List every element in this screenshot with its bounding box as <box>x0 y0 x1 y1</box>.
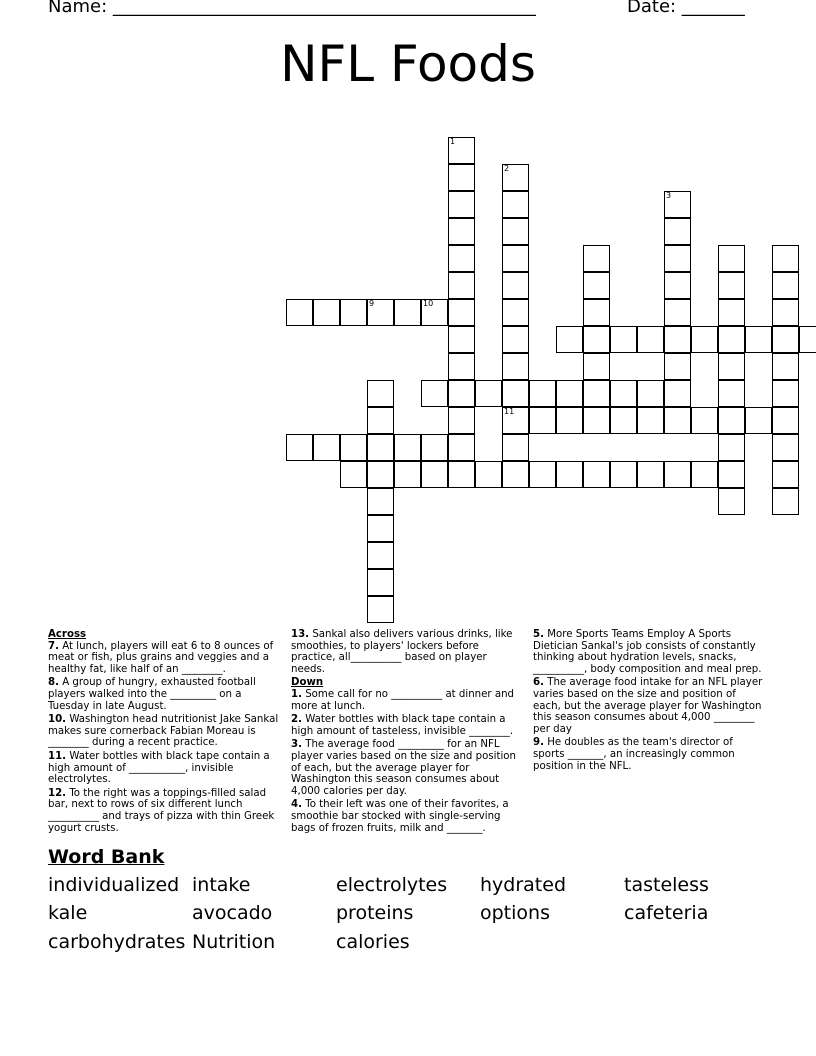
clue-item <box>48 641 283 676</box>
grid-cell[interactable] <box>448 272 475 299</box>
clue-text: To the right was a toppings-filled salad bar, next to rows of six different lunch __________ and trays of pizza with thin Greek yogurt crusts. <box>48 787 275 834</box>
grid-cell[interactable] <box>367 407 394 434</box>
grid-cell[interactable] <box>448 299 475 326</box>
grid-cell[interactable] <box>691 461 718 488</box>
grid-cell[interactable] <box>583 461 610 488</box>
word-bank-item: kale <box>48 902 88 924</box>
grid-cell[interactable] <box>556 461 583 488</box>
grid-cell[interactable] <box>637 380 664 407</box>
grid-cell[interactable] <box>718 407 745 434</box>
grid-cell[interactable] <box>367 542 394 569</box>
grid-cell[interactable] <box>529 461 556 488</box>
grid-cell[interactable] <box>394 461 421 488</box>
word-bank-item: tasteless <box>624 874 709 896</box>
clue-item <box>291 739 523 797</box>
grid-cell[interactable] <box>718 380 745 407</box>
clue-num: 1. <box>291 688 302 700</box>
clue-num: 3. <box>291 739 302 751</box>
grid-cell[interactable] <box>448 191 475 218</box>
grid-cell[interactable] <box>718 434 745 461</box>
grid-cell[interactable] <box>394 434 421 461</box>
grid-cell[interactable] <box>367 569 394 596</box>
grid-cell[interactable] <box>583 407 610 434</box>
clue-text: He doubles as the team's director of sports _______, an increasingly common position in the NFL. <box>533 737 735 772</box>
date-field: Date: _______ <box>627 0 745 17</box>
puzzle-title: NFL Foods <box>280 35 536 93</box>
grid-cell[interactable] <box>745 326 772 353</box>
grid-cell[interactable] <box>772 299 799 326</box>
grid-cell[interactable] <box>421 299 448 326</box>
grid-cell[interactable] <box>502 434 529 461</box>
grid-cell[interactable] <box>529 380 556 407</box>
grid-cell[interactable] <box>718 326 745 353</box>
word-bank-item: hydrated <box>480 874 567 896</box>
clues-column-2 <box>291 629 523 836</box>
grid-cell[interactable] <box>664 461 691 488</box>
grid-cell[interactable] <box>664 191 691 218</box>
grid-cell[interactable] <box>502 218 529 245</box>
word-bank-item: cafeteria <box>624 902 709 924</box>
clue-num: 5. <box>533 629 544 640</box>
grid-cell[interactable] <box>610 407 637 434</box>
clue-num: 11. <box>48 750 67 762</box>
grid-cell[interactable] <box>448 434 475 461</box>
grid-cell[interactable] <box>448 218 475 245</box>
grid-cell[interactable] <box>664 245 691 272</box>
word-bank-item: electrolytes <box>336 874 448 896</box>
grid-cell[interactable] <box>772 272 799 299</box>
clue-item <box>291 799 523 834</box>
grid-cell[interactable] <box>556 407 583 434</box>
grid-cell[interactable] <box>502 272 529 299</box>
grid-cell[interactable] <box>610 326 637 353</box>
grid-cell[interactable] <box>637 461 664 488</box>
clue-item <box>48 751 283 786</box>
grid-cell[interactable] <box>502 299 529 326</box>
grid-cell[interactable] <box>664 407 691 434</box>
clue-num: 7. <box>48 640 59 652</box>
across-heading: Across <box>48 629 87 640</box>
grid-cell[interactable] <box>664 353 691 380</box>
grid-cell[interactable] <box>772 380 799 407</box>
word-bank-item: proteins <box>336 902 414 924</box>
clue-text: The average food _________ for an NFL player varies based on the size and position of each, but the average player for Washington this season consumes about 4,000 calories per day. <box>291 739 516 797</box>
grid-cell[interactable] <box>448 245 475 272</box>
grid-cell[interactable] <box>718 461 745 488</box>
word-bank-title: Word Bank <box>48 846 165 868</box>
clue-item <box>533 629 763 675</box>
grid-cell[interactable] <box>448 137 475 164</box>
grid-cell[interactable] <box>313 434 340 461</box>
clue-number: 9 <box>369 299 375 308</box>
grid-cell[interactable] <box>448 353 475 380</box>
grid-cell[interactable] <box>583 245 610 272</box>
grid-cell[interactable] <box>502 245 529 272</box>
clue-num: 9. <box>533 737 544 749</box>
grid-cell[interactable] <box>367 488 394 515</box>
word-bank-item: intake <box>192 874 251 896</box>
word-bank-item: Nutrition <box>192 931 276 953</box>
clue-num: 2. <box>291 714 302 726</box>
clue-item <box>48 788 283 834</box>
grid-cell[interactable] <box>502 407 529 434</box>
grid-cell[interactable] <box>367 596 394 623</box>
grid-cell[interactable] <box>583 326 610 353</box>
clue-text: The average food intake for an NFL player varies based on the size and position of each, but the average player for Washington this season consumes about 4,000 ________ per day <box>533 677 763 735</box>
clue-item <box>48 714 283 749</box>
clue-text: Water bottles with black tape contain a high amount of tasteless, invisible ________. <box>291 714 514 737</box>
grid-cell[interactable] <box>367 380 394 407</box>
clue-text: More Sports Teams Employ A Sports Dietician Sankal's job consists of constantly thinking about hydration levels, snacks, __________, body composition and meal prep. <box>533 629 762 675</box>
clue-text: At lunch, players will eat 6 to 8 ounces of meat or fish, plus grains and veggies and a healthy fat, like half of an ________. <box>48 640 274 675</box>
clue-text: Some call for no __________ at dinner and more at lunch. <box>291 688 514 712</box>
grid-cell[interactable] <box>691 407 718 434</box>
grid-cell[interactable] <box>772 353 799 380</box>
grid-cell[interactable] <box>691 326 718 353</box>
grid-cell[interactable] <box>448 461 475 488</box>
grid-cell[interactable] <box>286 434 313 461</box>
clue-num: 10. <box>48 714 67 726</box>
grid-cell[interactable] <box>718 272 745 299</box>
grid-cell[interactable] <box>583 380 610 407</box>
word-bank-item: options <box>480 902 550 924</box>
clue-number: 10 <box>423 299 434 308</box>
grid-cell[interactable] <box>772 245 799 272</box>
clue-item <box>533 677 763 735</box>
grid-cell[interactable] <box>448 164 475 191</box>
grid-cell[interactable] <box>529 407 556 434</box>
grid-cell[interactable] <box>286 299 313 326</box>
grid-cell[interactable] <box>583 299 610 326</box>
clue-num: 12. <box>48 787 67 799</box>
grid-cell[interactable] <box>637 407 664 434</box>
clue-item <box>291 689 523 712</box>
grid-cell[interactable] <box>718 353 745 380</box>
grid-cell[interactable] <box>475 461 502 488</box>
grid-cell[interactable] <box>502 191 529 218</box>
grid-cell[interactable] <box>718 245 745 272</box>
clue-number: 11 <box>504 407 515 416</box>
clue-item <box>291 629 523 675</box>
name-field: Name: _______________________________________________ <box>48 0 536 17</box>
grid-cell[interactable] <box>772 488 799 515</box>
word-bank-item: individualized <box>48 874 180 896</box>
clue-num: 4. <box>291 799 302 811</box>
grid-cell[interactable] <box>340 434 367 461</box>
grid-cell[interactable] <box>772 407 799 434</box>
grid-cell[interactable] <box>718 299 745 326</box>
grid-cell[interactable] <box>637 326 664 353</box>
word-bank-item: carbohydrates <box>48 931 186 953</box>
clue-number: 3 <box>666 191 672 200</box>
grid-cell[interactable] <box>475 380 502 407</box>
grid-cell[interactable] <box>421 434 448 461</box>
grid-cell[interactable] <box>448 326 475 353</box>
grid-cell[interactable] <box>772 326 799 353</box>
clue-text: Washington head nutritionist Jake Sankal makes sure cornerback Fabian Moreau is ________ during a recent practice. <box>48 714 279 749</box>
clue-item <box>48 677 283 712</box>
grid-cell[interactable] <box>340 461 367 488</box>
clues-column-3 <box>533 629 763 774</box>
word-bank-item: avocado <box>192 902 273 924</box>
clue-item <box>291 714 523 737</box>
grid-cell[interactable] <box>502 461 529 488</box>
grid-cell[interactable] <box>772 461 799 488</box>
grid-cell[interactable] <box>664 272 691 299</box>
grid-cell[interactable] <box>745 407 772 434</box>
clue-number: 2 <box>504 164 510 173</box>
grid-cell[interactable] <box>394 299 421 326</box>
grid-cell[interactable] <box>799 326 816 353</box>
grid-cell[interactable] <box>610 380 637 407</box>
grid-cell[interactable] <box>772 434 799 461</box>
grid-cell[interactable] <box>502 353 529 380</box>
clue-text: Water bottles with black tape contain a high amount of ___________, invisible electrolytes. <box>48 750 270 786</box>
clue-num: 6. <box>533 677 544 689</box>
clue-num: 13. <box>291 629 310 640</box>
grid-cell[interactable] <box>610 461 637 488</box>
grid-cell[interactable] <box>367 434 394 461</box>
grid-cell[interactable] <box>340 299 367 326</box>
grid-cell[interactable] <box>448 407 475 434</box>
grid-cell[interactable] <box>556 380 583 407</box>
grid-cell[interactable] <box>502 164 529 191</box>
grid-cell[interactable] <box>583 353 610 380</box>
grid-cell[interactable] <box>502 380 529 407</box>
grid-cell[interactable] <box>367 515 394 542</box>
grid-cell[interactable] <box>502 326 529 353</box>
grid-cell[interactable] <box>556 326 583 353</box>
clue-text: To their left was one of their favorites, a smoothie bar stocked with single-serving bags of frozen fruits, milk and _______. <box>291 799 509 834</box>
grid-cell[interactable] <box>664 218 691 245</box>
word-bank-item: calories <box>336 931 410 953</box>
clue-number: 1 <box>450 137 456 146</box>
grid-cell[interactable] <box>664 326 691 353</box>
clue-text: Sankal also delivers various drinks, like smoothies, to players' lockers before practice, all__________ based on player needs. <box>291 629 513 675</box>
grid-cell[interactable] <box>718 488 745 515</box>
clue-item <box>533 737 763 772</box>
grid-cell[interactable] <box>664 299 691 326</box>
grid-cell[interactable] <box>367 299 394 326</box>
clue-text: A group of hungry, exhausted football players walked into the _________ on a Tuesday in late August. <box>48 677 256 712</box>
grid-cell[interactable] <box>313 299 340 326</box>
grid-cell[interactable] <box>583 272 610 299</box>
grid-cell[interactable] <box>664 380 691 407</box>
grid-cell[interactable] <box>448 380 475 407</box>
clues-column-1 <box>48 629 283 836</box>
grid-cell[interactable] <box>421 461 448 488</box>
clue-num: 8. <box>48 677 59 689</box>
down-heading: Down <box>291 677 324 689</box>
grid-cell[interactable] <box>367 461 394 488</box>
grid-cell[interactable] <box>421 380 448 407</box>
